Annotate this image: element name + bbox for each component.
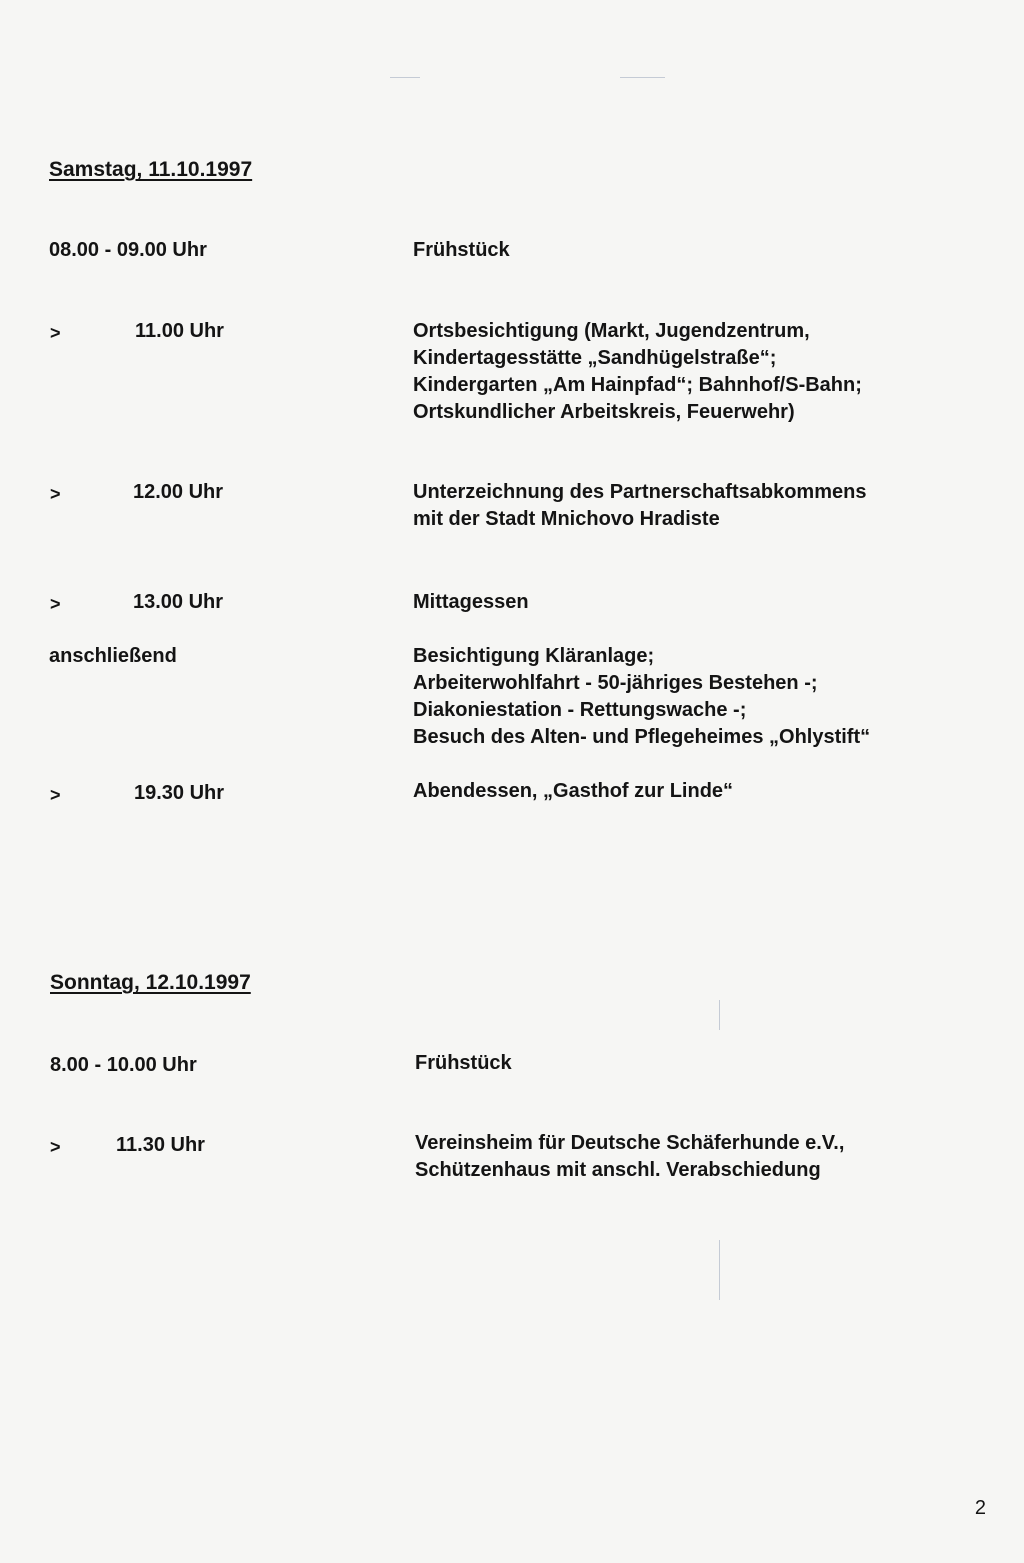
scan-artifact [620, 77, 665, 78]
day-heading-sunday: Sonntag, 12.10.1997 [50, 971, 251, 994]
entry-time: 13.00 Uhr [133, 591, 224, 613]
entry-time: 11.00 Uhr [135, 320, 224, 342]
day-heading-saturday: Samstag, 11.10.1997 [49, 158, 253, 181]
entry-description [413, 778, 993, 805]
entry-description [415, 1130, 995, 1184]
entry-description [415, 1050, 995, 1077]
entry-description [413, 237, 993, 264]
arrow-marker: > [50, 323, 61, 343]
description-line: Vereinsheim für Deutsche Schäferhunde e.V., [415, 1132, 845, 1154]
scan-artifact [719, 1000, 720, 1030]
description-line: Besichtigung Kläranlage; [413, 645, 655, 667]
description-line: Schützenhaus mit anschl. Verabschiedung [415, 1159, 821, 1181]
page-number: 2 [974, 1497, 986, 1519]
description-line: Frühstück [415, 1052, 512, 1074]
entry-time: 11.30 Uhr [116, 1134, 205, 1156]
description-line: Ortsbesichtigung (Markt, Jugendzentrum, [413, 320, 810, 342]
description-line: Kindergarten „Am Hainpfad“; Bahnhof/S-Bahn; [413, 374, 862, 396]
description-line: mit der Stadt Mnichovo Hradiste [413, 508, 720, 530]
entry-time: 08.00 - 09.00 Uhr [49, 239, 207, 261]
description-line: Frühstück [413, 239, 510, 261]
description-line: Abendessen, „Gasthof zur Linde“ [413, 780, 734, 802]
description-line: Arbeiterwohlfahrt - 50-jähriges Bestehen -; [413, 672, 818, 694]
description-line: Ortskundlicher Arbeitskreis, Feuerwehr) [413, 401, 795, 423]
entry-description [413, 643, 993, 751]
description-line: Mittagessen [413, 591, 529, 613]
entry-time: anschließend [49, 645, 177, 667]
description-line: Unterzeichnung des Partnerschaftsabkommens [413, 481, 867, 503]
entry-description [413, 318, 993, 426]
description-line: Besuch des Alten- und Pflegeheimes „Ohlystift“ [413, 726, 871, 748]
description-line: Kindertagesstätte „Sandhügelstraße“; [413, 347, 777, 369]
entry-description [413, 479, 993, 533]
entry-time: 8.00 - 10.00 Uhr [50, 1054, 197, 1076]
arrow-marker: > [50, 1137, 61, 1157]
arrow-marker: > [50, 785, 61, 805]
entry-time: 19.30 Uhr [134, 782, 225, 804]
entry-description [413, 589, 993, 616]
scan-artifact [719, 1240, 720, 1300]
entry-time: 12.00 Uhr [133, 481, 224, 503]
description-line: Diakoniestation - Rettungswache -; [413, 699, 747, 721]
scan-artifact [390, 77, 420, 78]
arrow-marker: > [50, 484, 61, 504]
arrow-marker: > [50, 594, 61, 614]
